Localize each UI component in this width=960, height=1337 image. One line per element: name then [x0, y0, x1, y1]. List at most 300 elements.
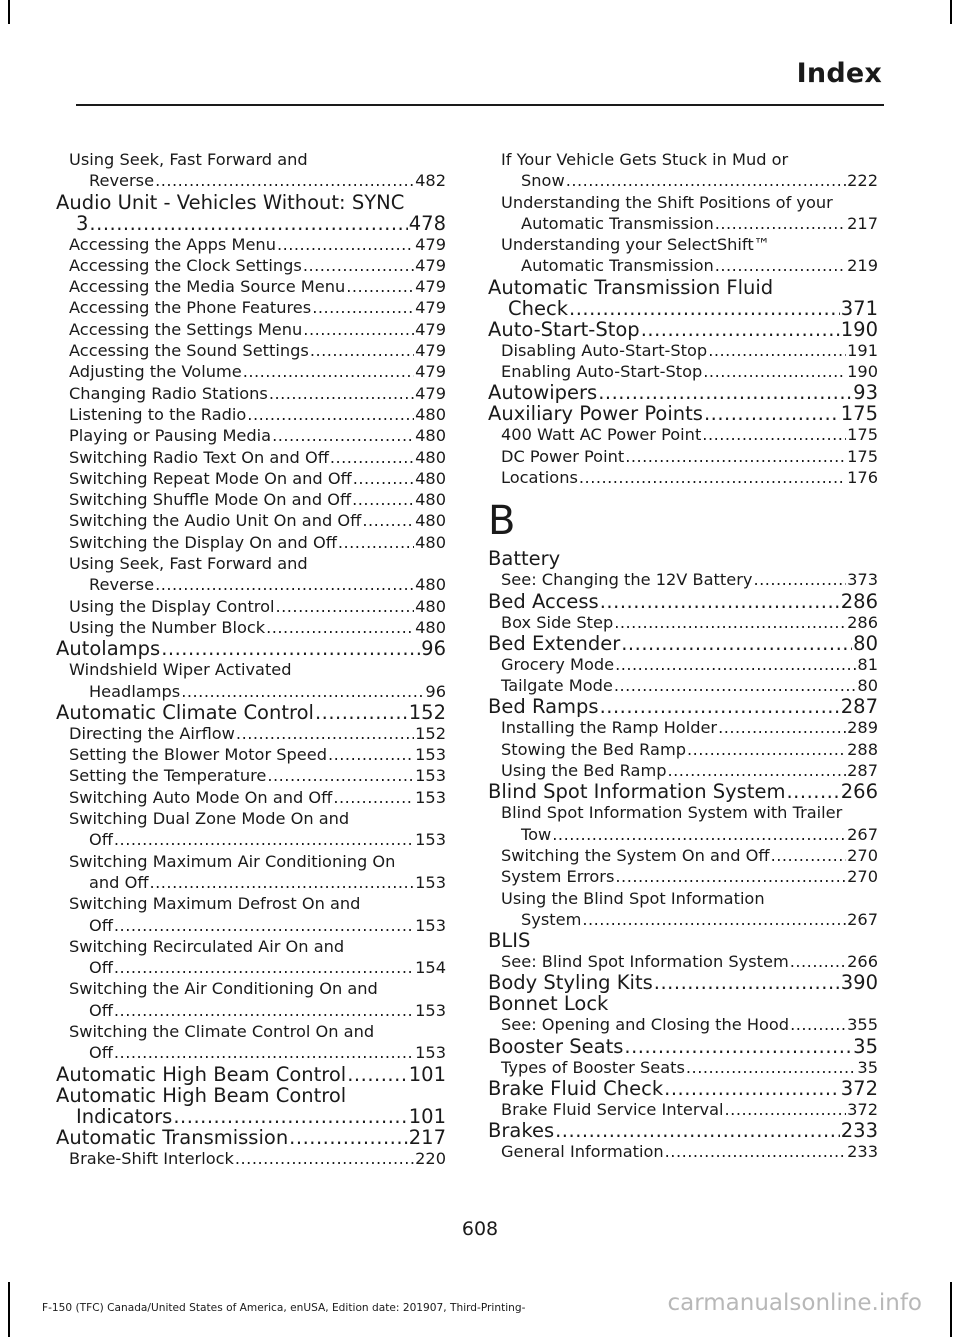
- entry-label: Body Styling Kits: [488, 971, 653, 995]
- index-subentry: [501, 717, 878, 738]
- entry-label: Switching Radio Text On and Off: [69, 447, 329, 467]
- dot-leader: [708, 340, 846, 361]
- entry-page: 482: [415, 171, 446, 191]
- dot-leader: [312, 297, 414, 318]
- index-subentry: [501, 654, 878, 675]
- index-entry: [488, 1036, 878, 1057]
- entry-label: Switching Repeat Mode On and Off: [69, 468, 352, 488]
- entry-label: Using the Blind Spot Information: [501, 888, 765, 908]
- index-subentry: [501, 951, 878, 972]
- dot-leader: [346, 276, 414, 297]
- leader-line: [501, 951, 878, 972]
- dot-leader: [310, 340, 414, 361]
- entry-label: Tailgate Mode: [501, 676, 613, 696]
- leader-line: [501, 675, 878, 696]
- entry-label: Automatic High Beam Control: [56, 1062, 347, 1086]
- leader-line: [501, 866, 878, 887]
- dot-leader: [641, 319, 840, 340]
- entry-page: 191: [847, 340, 878, 360]
- index-entry: [56, 1127, 446, 1148]
- entry-label: Switching the Audio Unit On and Off: [69, 511, 362, 531]
- leader-line: [69, 957, 446, 978]
- dot-leader: [600, 696, 840, 717]
- leader-line: [69, 340, 446, 361]
- leader-line: [69, 468, 446, 489]
- leader-line: [501, 1099, 878, 1120]
- dot-leader: [566, 170, 846, 191]
- entry-label: Using the Display Control: [69, 596, 275, 616]
- entry-page: 101: [408, 1104, 446, 1128]
- entry-page: 267: [847, 909, 878, 929]
- entry-label: See: Opening and Closing the Hood: [501, 1015, 790, 1035]
- leader-line: [69, 1148, 446, 1169]
- leader-line: [501, 612, 878, 633]
- crop-mark-top-left-v: [8, 0, 10, 24]
- index-entry: [56, 638, 446, 659]
- index-entry: [488, 1078, 878, 1099]
- leader-line: [501, 1014, 878, 1035]
- index-subentry: [69, 383, 446, 404]
- index-heading: Bonnet Lock: [488, 992, 609, 1016]
- index-subentry: [69, 510, 446, 531]
- entry-page: 287: [840, 695, 878, 719]
- entry-label: Switching the Climate Control On and: [69, 1021, 375, 1041]
- dot-leader: [247, 404, 414, 425]
- index-subentry: [501, 612, 878, 633]
- leader-line: [69, 404, 446, 425]
- leader-line: [69, 319, 446, 340]
- entry-page: 480: [415, 511, 446, 531]
- leader-line: [488, 633, 878, 654]
- entry-label: Autowipers: [488, 381, 598, 405]
- entry-label: Switching Auto Mode On and Off: [69, 787, 333, 807]
- leader-line: [501, 845, 878, 866]
- dot-leader: [664, 1078, 840, 1099]
- dot-leader: [725, 1099, 847, 1120]
- index-entry: [488, 382, 878, 403]
- entry-label: Box Side Step: [501, 612, 614, 632]
- dot-leader: [753, 569, 846, 590]
- entry-page: 270: [847, 845, 878, 865]
- index-subentry: [69, 447, 446, 468]
- entry-label: Windshield Wiper Activated: [69, 660, 292, 680]
- dot-leader: [114, 1042, 414, 1063]
- entry-label: Switching the Display On and Off: [69, 532, 337, 552]
- index-subentry: [501, 467, 878, 488]
- dot-leader: [235, 1148, 414, 1169]
- entry-label: Understanding your SelectShift™: [501, 235, 770, 255]
- dot-leader: [654, 972, 840, 993]
- index-subentry: [501, 340, 878, 361]
- entry-label: Automatic Transmission Fluid: [488, 275, 774, 299]
- dot-leader: [303, 255, 414, 276]
- leader-line: [56, 1106, 446, 1127]
- dot-leader: [600, 591, 840, 612]
- index-subentry: [69, 340, 446, 361]
- entry-label: Blind Spot Information System: [488, 780, 786, 804]
- leader-line: [501, 824, 878, 845]
- entry-label: See: Blind Spot Information System: [501, 952, 789, 972]
- dot-leader: [615, 866, 846, 887]
- entry-label: Accessing the Settings Menu: [69, 319, 303, 339]
- dot-leader: [582, 909, 846, 930]
- entry-label: Audio Unit - Vehicles Without: SYNC: [56, 190, 405, 214]
- index-entry: [56, 702, 446, 723]
- entry-page: 479: [415, 234, 446, 254]
- dot-leader: [303, 319, 414, 340]
- entry-label: Using the Bed Ramp: [501, 761, 667, 781]
- leader-line: [501, 340, 878, 361]
- entry-label: Installing the Ramp Holder: [501, 718, 718, 738]
- entry-label: Check: [508, 296, 568, 320]
- entry-page: 175: [847, 425, 878, 445]
- entry-label: Using the Number Block: [69, 617, 266, 637]
- entry-label: Brakes: [488, 1119, 555, 1143]
- entry-page: 80: [853, 631, 878, 655]
- index-subentry: [69, 723, 446, 744]
- dot-leader: [352, 489, 414, 510]
- leader-line: [56, 702, 446, 723]
- entry-label: System Errors: [501, 867, 615, 887]
- dot-leader: [315, 702, 408, 723]
- entry-label: Bed Ramps: [488, 695, 599, 719]
- leader-line: [69, 255, 446, 276]
- index-entry: [488, 319, 878, 340]
- index-subentry: [501, 739, 878, 760]
- index-entry: [488, 696, 878, 717]
- entry-page: 101: [408, 1062, 446, 1086]
- dot-leader: [89, 213, 407, 234]
- entry-label: 3: [76, 211, 89, 235]
- index-subentry: [69, 1021, 446, 1064]
- entry-page: 480: [415, 404, 446, 424]
- leader-line: [501, 569, 878, 590]
- leader-line: [501, 654, 878, 675]
- crop-mark-top-right-v: [950, 0, 952, 24]
- dot-leader: [276, 596, 415, 617]
- entry-label: Automatic Transmission: [56, 1125, 289, 1149]
- entry-page: 153: [415, 1000, 446, 1020]
- dot-leader: [703, 361, 846, 382]
- leader-line: [488, 298, 878, 319]
- entry-page: 153: [415, 915, 446, 935]
- leader-line: [56, 1127, 446, 1148]
- entry-page: 96: [421, 637, 446, 661]
- index-entry: [488, 633, 878, 654]
- leader-line: [501, 213, 878, 234]
- dot-leader: [665, 1141, 846, 1162]
- entry-label: Types of Booster Seats: [501, 1057, 685, 1077]
- leader-line: [69, 1000, 446, 1021]
- entry-label: Automatic Transmission: [521, 213, 714, 233]
- entry-page: 267: [847, 824, 878, 844]
- entry-label: Switching the Air Conditioning On and: [69, 979, 378, 999]
- leader-line: [488, 1078, 878, 1099]
- dot-leader: [150, 872, 415, 893]
- entry-label: See: Changing the 12V Battery: [501, 570, 753, 590]
- entry-label: Adjusting the Volume: [69, 362, 242, 382]
- index-subentry: [501, 424, 878, 445]
- leader-line: [69, 765, 446, 786]
- dot-leader: [266, 617, 414, 638]
- entry-label: Using Seek, Fast Forward and: [69, 554, 308, 574]
- entry-page: 154: [415, 958, 446, 978]
- index-entry: [488, 1120, 878, 1141]
- entry-label: If Your Vehicle Gets Stuck in Mud or: [501, 150, 789, 169]
- entry-label: General Information: [501, 1142, 664, 1162]
- leader-line: [69, 276, 446, 297]
- entry-label: Understanding the Shift Positions of your: [501, 192, 833, 212]
- entry-page: 372: [847, 1100, 878, 1120]
- dot-leader: [686, 1057, 856, 1078]
- index-entry: [488, 781, 878, 802]
- entry-label: Autolamps: [56, 637, 161, 661]
- entry-label: Listening to the Radio: [69, 404, 247, 424]
- entry-label: Accessing the Clock Settings: [69, 255, 302, 275]
- index-heading: BLIS: [488, 929, 531, 953]
- entry-page: 286: [840, 589, 878, 613]
- entry-label: Accessing the Phone Features: [69, 298, 312, 318]
- index-subentry: [69, 255, 446, 276]
- index-subentry: [69, 361, 446, 382]
- dot-leader: [114, 1000, 414, 1021]
- entry-page: 175: [847, 446, 878, 466]
- entry-page: 153: [415, 1043, 446, 1063]
- leader-line: [69, 1042, 446, 1063]
- entry-page: 153: [415, 830, 446, 850]
- index-entry: [488, 972, 878, 993]
- index-subentry: [69, 808, 446, 851]
- section-letter: B: [488, 498, 516, 545]
- entry-label: Auto-Start-Stop: [488, 317, 640, 341]
- leader-line: [69, 681, 446, 702]
- index-subentry: [501, 149, 878, 192]
- dot-leader: [243, 361, 414, 382]
- dot-leader: [269, 383, 414, 404]
- entry-page: 480: [415, 490, 446, 510]
- entry-page: 372: [840, 1077, 878, 1101]
- dot-leader: [114, 957, 414, 978]
- index-subentry: [69, 468, 446, 489]
- entry-page: 176: [847, 467, 878, 487]
- leader-line: [488, 1036, 878, 1057]
- index-subentry: [501, 1057, 878, 1078]
- dot-leader: [552, 824, 846, 845]
- index-heading: Battery: [488, 547, 561, 571]
- leader-line: [69, 829, 446, 850]
- index-subentry: [69, 936, 446, 979]
- leader-line: [501, 1141, 878, 1162]
- entry-page: 233: [840, 1119, 878, 1143]
- leader-line: [501, 424, 878, 445]
- entry-page: 96: [425, 681, 446, 701]
- entry-page: 266: [840, 780, 878, 804]
- leader-line: [56, 213, 446, 234]
- entry-page: 288: [847, 739, 878, 759]
- dot-leader: [715, 213, 846, 234]
- dot-leader: [614, 675, 857, 696]
- dot-leader: [704, 403, 840, 424]
- entry-label: Off: [89, 1000, 113, 1020]
- leader-line: [488, 591, 878, 612]
- entry-page: 355: [847, 1015, 878, 1035]
- entry-page: 480: [415, 447, 446, 467]
- leader-line: [69, 787, 446, 808]
- leader-line: [69, 596, 446, 617]
- entry-label: Off: [89, 1043, 113, 1063]
- leader-line: [69, 170, 446, 191]
- entry-label: Switching Shuffle Mode On and Off: [69, 490, 352, 510]
- entry-page: 270: [847, 867, 878, 887]
- index-subentry: [501, 845, 878, 866]
- leader-line: [488, 972, 878, 993]
- leader-line: [69, 872, 446, 893]
- leader-line: [488, 382, 878, 403]
- leader-line: [501, 361, 878, 382]
- entry-page: 190: [847, 362, 878, 382]
- leader-line: [69, 532, 446, 553]
- entry-page: 479: [415, 319, 446, 339]
- leader-line: [488, 781, 878, 802]
- dot-leader: [786, 781, 839, 802]
- leader-line: [69, 234, 446, 255]
- entry-page: 478: [408, 211, 446, 235]
- entry-label: System: [521, 909, 582, 929]
- leader-line: [501, 467, 878, 488]
- entry-page: 152: [408, 700, 446, 724]
- entry-label: Headlamps: [89, 681, 181, 701]
- leader-line: [69, 297, 446, 318]
- entry-page: 373: [847, 570, 878, 590]
- dot-leader: [614, 612, 846, 633]
- leader-line: [501, 717, 878, 738]
- entry-page: 479: [415, 277, 446, 297]
- entry-label: Playing or Pausing Media: [69, 426, 272, 446]
- entry-label: Booster Seats: [488, 1034, 624, 1058]
- index-subentry: [69, 404, 446, 425]
- entry-label: Grocery Mode: [501, 654, 615, 674]
- index-subentry: [69, 149, 446, 192]
- entry-label: Switching Dual Zone Mode On and: [69, 809, 350, 829]
- dot-leader: [362, 510, 414, 531]
- index-entry: [488, 403, 878, 424]
- entry-page: 80: [857, 676, 878, 696]
- leader-line: [501, 739, 878, 760]
- dot-leader: [328, 744, 414, 765]
- dot-leader: [272, 425, 414, 446]
- crop-mark-bottom-left-v: [8, 1282, 10, 1337]
- entry-page: 479: [415, 255, 446, 275]
- entry-label: Off: [89, 958, 113, 978]
- entry-label: Reverse: [89, 171, 155, 191]
- leader-line: [69, 617, 446, 638]
- index-subentry: [69, 1148, 446, 1169]
- dot-leader: [615, 654, 856, 675]
- entry-page: 479: [415, 383, 446, 403]
- leader-line: [501, 760, 878, 781]
- entry-page: 190: [840, 317, 878, 341]
- entry-label: Locations: [501, 467, 578, 487]
- entry-label: Off: [89, 830, 113, 850]
- entry-label: DC Power Point: [501, 446, 625, 466]
- leader-line: [69, 744, 446, 765]
- dot-leader: [347, 1064, 408, 1085]
- entry-label: Switching the System On and Off: [501, 845, 770, 865]
- index-subentry: [69, 489, 446, 510]
- entry-label: Bed Extender: [488, 631, 621, 655]
- index-entry: [488, 591, 878, 612]
- dot-leader: [579, 467, 846, 488]
- entry-page: 35: [857, 1057, 878, 1077]
- dot-leader: [790, 1014, 846, 1035]
- entry-page: 287: [847, 761, 878, 781]
- watermark: carmanualsonline.info: [667, 1290, 922, 1316]
- dot-leader: [621, 633, 852, 654]
- entry-label: 400 Watt AC Power Point: [501, 425, 702, 445]
- dot-leader: [155, 170, 414, 191]
- leader-line: [69, 510, 446, 531]
- index-subentry: [501, 361, 878, 382]
- entry-label: Disabling Auto-Start-Stop: [501, 340, 708, 360]
- dot-leader: [155, 574, 414, 595]
- index-subentry: [501, 888, 878, 931]
- dot-leader: [715, 255, 846, 276]
- page-title: Index: [796, 58, 882, 89]
- index-subentry: [501, 192, 878, 235]
- index-subentry: [69, 787, 446, 808]
- index-column-left: [56, 149, 446, 1169]
- entry-page: 480: [415, 468, 446, 488]
- entry-label: Setting the Temperature: [69, 766, 267, 786]
- dot-leader: [330, 447, 414, 468]
- index-subentry: [501, 1014, 878, 1035]
- dot-leader: [625, 446, 846, 467]
- dot-leader: [114, 829, 414, 850]
- leader-line: [488, 696, 878, 717]
- leader-line: [69, 915, 446, 936]
- index-subentry: [501, 569, 878, 590]
- leader-line: [56, 1064, 446, 1085]
- entry-page: 152: [415, 723, 446, 743]
- entry-label: Auxiliary Power Points: [488, 402, 703, 426]
- dot-leader: [555, 1120, 840, 1141]
- leader-line: [488, 319, 878, 340]
- leader-line: [501, 909, 878, 930]
- index-subentry: [501, 802, 878, 845]
- index-subentry: [69, 297, 446, 318]
- index-subentry: [501, 675, 878, 696]
- entry-page: 480: [415, 596, 446, 616]
- entry-label: Off: [89, 915, 113, 935]
- header-divider: [76, 104, 884, 106]
- leader-line: [69, 447, 446, 468]
- leader-line: [69, 574, 446, 595]
- entry-page: 266: [847, 952, 878, 972]
- dot-leader: [114, 915, 414, 936]
- page-number: 608: [461, 1218, 499, 1240]
- dot-leader: [687, 739, 846, 760]
- entry-page: 480: [415, 426, 446, 446]
- index-subentry: [69, 978, 446, 1021]
- dot-leader: [702, 424, 846, 445]
- entry-label: Setting the Blower Motor Speed: [69, 745, 327, 765]
- entry-label: Brake Fluid Check: [488, 1077, 664, 1101]
- entry-label: Switching Maximum Air Conditioning On: [69, 851, 396, 871]
- index-subentry: [501, 1141, 878, 1162]
- leader-line: [501, 255, 878, 276]
- index-subentry: [501, 866, 878, 887]
- entry-label: Snow: [521, 171, 565, 191]
